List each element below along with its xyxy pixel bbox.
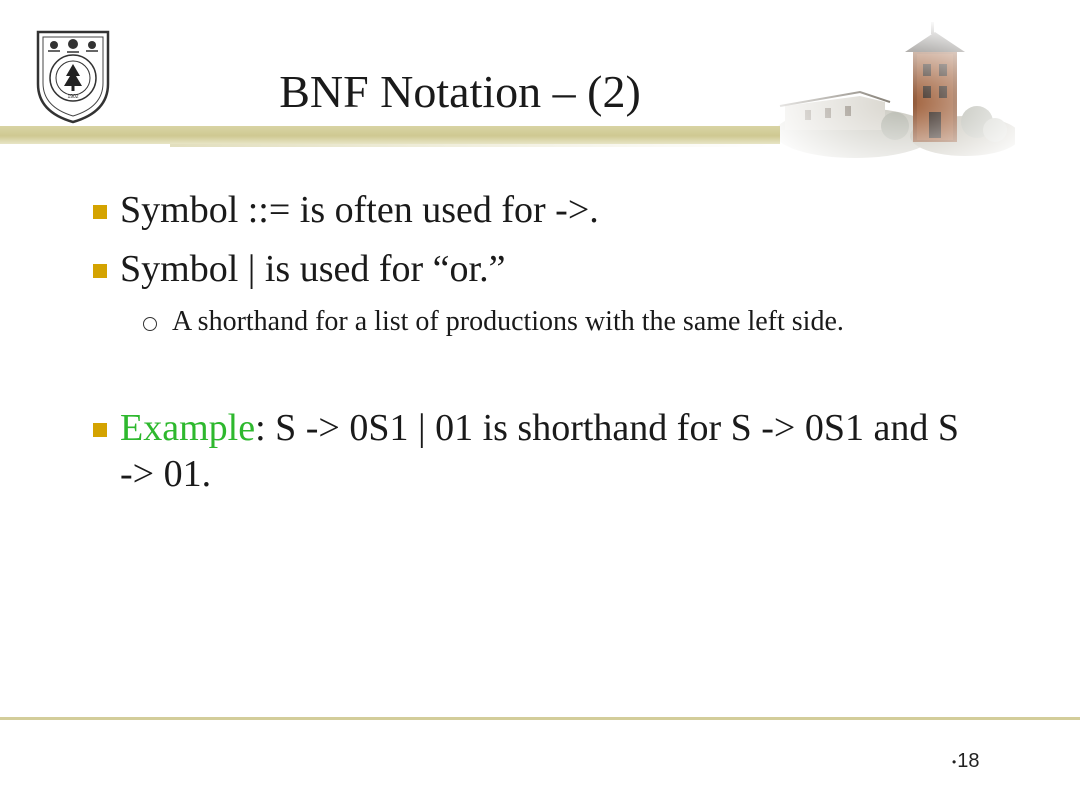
- header-divider-shadow: [170, 144, 770, 147]
- campus-building-photo: [765, 18, 1015, 158]
- bullet-item-example: [120, 405, 980, 497]
- slide-title: BNF Notation – (2): [279, 66, 641, 117]
- square-bullet-icon: [93, 205, 107, 219]
- square-bullet-icon: [93, 264, 107, 278]
- page-number: [952, 750, 979, 773]
- sub-bullet-item-1: A shorthand for a list of productions with the same left side.: [172, 306, 844, 337]
- example-label: Example: [120, 407, 256, 449]
- university-seal-icon: [30, 26, 116, 126]
- bullet-item-1: Symbol ::= is often used for ->.: [120, 189, 599, 231]
- header-divider-bar: [0, 126, 780, 144]
- page-number-dot-icon: •: [952, 754, 957, 769]
- example-text: : S -> 0S1 | 01 is shorthand for S -> 0S1 and S -> 01.: [120, 407, 959, 495]
- footer-divider: [0, 717, 1080, 720]
- hollow-circle-bullet-icon: [143, 317, 157, 331]
- bullet-item-2: Symbol | is used for “or.”: [120, 248, 506, 290]
- square-bullet-icon: [93, 423, 107, 437]
- svg-text:1902: 1902: [67, 94, 79, 100]
- page-number-value: 18: [957, 750, 980, 772]
